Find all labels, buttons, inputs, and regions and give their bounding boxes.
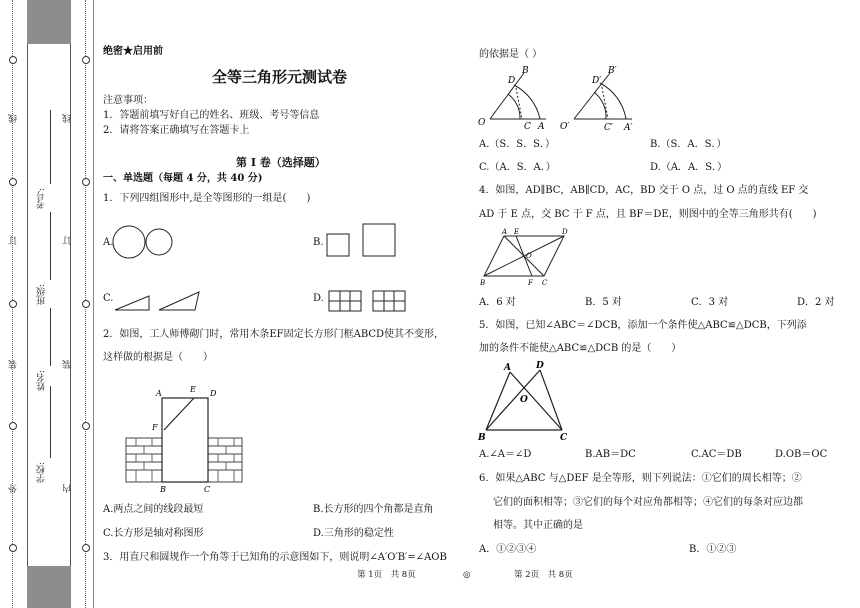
q3-option-b[interactable]: B.（S．A．S．）	[650, 139, 727, 150]
q6-option-a[interactable]: A．①②③④	[479, 544, 537, 555]
q4-label: A	[502, 228, 508, 236]
binding-hole	[9, 56, 17, 64]
q2-option-a[interactable]: A.两点之间的线段最短	[103, 504, 204, 515]
school-field-label: 学校:	[37, 462, 47, 484]
q2-option-b[interactable]: B.长方形的四个角都是直角	[313, 504, 434, 515]
q3-label: O	[478, 118, 486, 128]
q3-label: B	[522, 66, 529, 76]
q1-figure-b	[325, 222, 405, 262]
binding-hole	[9, 422, 17, 430]
q2-figure-door	[122, 384, 248, 494]
q1-stem: 1．下列四组图形中,是全等图形的一组是( )	[103, 193, 311, 204]
q4-stem: AD 于 E 点，交 BC 于 F 点，且 BF＝DE，则图中的全等三角形共有( )	[479, 209, 817, 220]
q1-option-c[interactable]: C.	[103, 293, 114, 304]
q3-option-d[interactable]: D.（A．A．S．）	[650, 162, 728, 173]
q3-stem: 3．用直尺和圆规作一个角等于已知角的示意图如下，则说明∠A′O′B′=∠AOB	[103, 552, 447, 563]
page-center-mark: ◎	[463, 570, 471, 580]
q2-label-c: C	[204, 485, 211, 494]
binding-hole	[82, 300, 90, 308]
name-field-line[interactable]	[50, 308, 51, 366]
q5-option-b[interactable]: B.AB＝DC	[585, 449, 636, 460]
q5-label: B	[478, 433, 486, 443]
q2-label-d: D	[210, 389, 217, 398]
q2-stem: 2．如图，工人师傅砌门时，常用木条EF固定长方形门框ABCD使其不变形，	[103, 329, 445, 340]
q2-stem: 这样做的根据是（ ）	[103, 352, 213, 363]
q4-label: B	[480, 279, 486, 287]
q3-label: D′	[592, 76, 602, 86]
inner-label: 内	[63, 484, 73, 493]
q4-label: D	[562, 228, 568, 236]
notice-item: 1．答题前填写好自己的姓名、班级、考号等信息	[103, 110, 320, 121]
inner-label: 订	[63, 236, 73, 245]
q3-option-c[interactable]: C.（A．S．A．）	[479, 162, 556, 173]
binding-bar-bottom	[27, 566, 71, 608]
q3-figure-copy	[560, 63, 644, 135]
binding-hole	[82, 56, 90, 64]
q1-option-d[interactable]: D.	[313, 293, 324, 304]
q2-label-e: E	[190, 385, 196, 394]
q3-stem: 的依据是（ ）	[479, 49, 543, 60]
q3-figure-original	[478, 63, 558, 135]
outer-label: 外	[9, 484, 19, 493]
binding-hole	[9, 178, 17, 186]
binding-hole	[9, 544, 17, 552]
q6-stem: 它们的面积相等；③它们的每个对应角都相等；④它们的每条对应边都	[493, 497, 803, 508]
q3-label: O′	[560, 122, 570, 132]
q3-label: C	[524, 122, 531, 132]
q5-label: A	[504, 363, 511, 373]
q3-option-a[interactable]: A.（S．S．S．）	[479, 139, 555, 150]
school-field-line[interactable]	[50, 386, 51, 458]
inner-label: 线	[63, 114, 73, 123]
q3-label: A	[538, 122, 545, 132]
q5-label: D	[536, 361, 544, 371]
q4-stem: 4．如图，AD∥BC，AB∥CD，AC，BD 交于 O 点，过 O 点的直线 EF 交	[479, 185, 809, 196]
q4-label: F	[528, 279, 533, 287]
page2-footer: 第 2页 共 8页	[514, 570, 573, 580]
q2-option-c[interactable]: C.长方形是轴对称图形	[103, 528, 204, 539]
fold-line	[93, 0, 94, 608]
section-title: 一、单选题（每题 4 分，共 40 分)	[103, 173, 263, 184]
q4-option-c[interactable]: C．3 对	[691, 297, 729, 308]
q5-option-a[interactable]: A.∠A＝∠D	[479, 449, 532, 460]
q5-label: C	[560, 433, 568, 443]
inner-label: 装	[63, 360, 73, 369]
q3-label: B′	[608, 66, 617, 76]
q1-figure-d	[327, 289, 411, 313]
q5-stem: 加的条件不能使△ABC≌△DCB 的是（ ）	[479, 343, 682, 354]
q2-label-f: F	[152, 423, 158, 432]
q2-option-d[interactable]: D.三角形的稳定性	[313, 528, 394, 539]
binding-hole	[82, 544, 90, 552]
q1-figure-a	[113, 222, 183, 262]
notice-item: 2．请将答案正确填写在答题卡上	[103, 125, 250, 136]
q1-option-b[interactable]: B.	[313, 237, 324, 248]
outer-label: 线	[9, 114, 19, 123]
q4-option-a[interactable]: A．6 对	[479, 297, 516, 308]
q3-label: A′	[624, 123, 633, 133]
exam-number-field-line[interactable]	[50, 110, 51, 184]
q6-stem: 相等。其中正确的是	[493, 520, 583, 531]
name-field-label: 姓名:	[37, 370, 47, 392]
notice-title: 注意事项：	[103, 95, 153, 106]
q1-figure-c	[113, 290, 203, 314]
q2-label-a: A	[156, 389, 162, 398]
q3-label: D	[508, 76, 516, 86]
q4-option-b[interactable]: B．5 对	[585, 297, 622, 308]
q5-option-c[interactable]: C.AC＝DB	[691, 449, 742, 460]
part1-title: 第 I 卷（选择题）	[236, 156, 326, 169]
q4-label: C	[542, 279, 548, 287]
binding-hole	[82, 178, 90, 186]
q1-option-a[interactable]: A.	[103, 237, 114, 248]
q4-label: O	[526, 252, 532, 260]
binding-bar-top	[27, 0, 71, 44]
q5-figure-triangles	[476, 360, 572, 444]
q2-label-b: B	[160, 485, 166, 494]
binding-hole	[9, 300, 17, 308]
q5-option-d[interactable]: D.OB＝OC	[775, 449, 828, 460]
secret-label: 绝密★启用前	[103, 46, 163, 57]
class-field-line[interactable]	[50, 212, 51, 280]
exam-title: 全等三角形元测试卷	[212, 68, 348, 86]
q5-label: O	[520, 395, 528, 405]
class-field-label: 班级:	[37, 284, 47, 306]
binding-hole	[82, 422, 90, 430]
q3-label: C′	[604, 123, 613, 133]
q4-option-d[interactable]: D．2 对	[797, 297, 835, 308]
outer-label: 订	[9, 236, 19, 245]
outer-label: 装	[9, 360, 19, 369]
q4-figure-parallelogram	[478, 226, 574, 288]
q6-stem: 6．如果△ABC 与△DEF 是全等形，则下列说法：①它们的周长相等；②	[479, 473, 802, 484]
page1-footer: 第 1页 共 8页	[357, 570, 416, 580]
q6-option-b[interactable]: B．①②③	[689, 544, 737, 555]
exam-number-field-label: 考号:	[37, 188, 47, 210]
q5-stem: 5．如图，已知∠ABC＝∠DCB，添加一个条件使△ABC≌△DCB，下列添	[479, 320, 807, 331]
q4-label: E	[514, 228, 520, 236]
